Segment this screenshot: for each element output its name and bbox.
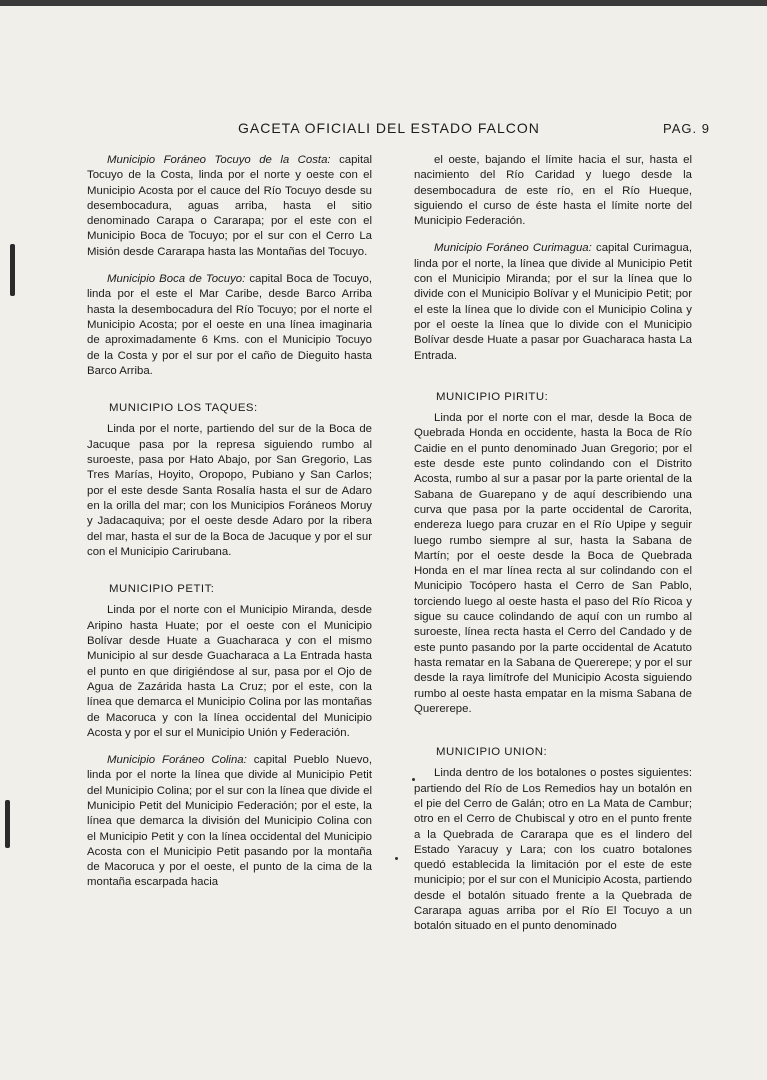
text-curimagua: capital Curimagua, linda por el norte, la línea que divide al Municipio Petit con el Municipio Miranda; por el sur la línea que lo divide con el Municipio Bolívar y el Municipio Petit; por el este la línea que lo divide con el Municipio Colina y por el oeste la línea que lo divide con el Municipio Bolívar desde Huate a pasar por Guacharaca hasta La Entrada. [414,242,693,362]
term-curimagua: Municipio Foráneo Curimagua: [434,242,592,255]
paragraph-curimagua [414,241,692,363]
paragraph-los-taques: Linda por el norte, partiendo del sur de la Boca de Jacuque pasa por la represa siguiendo rumbo al suroeste, pasa por Hato Abajo, por San Gregorio, Las Tres Marías, Hoyito, Oropopo, Pubiano y San Carlos; por el este desde Santa Rosalía hasta el sur de Adaro en la orilla del mar; con los Municipios Foráneos Moruy y Jadacaquiva; por el oeste desde Adaro por la ribera del mar, hasta el sur de la Boca de Jacuque y por el sur con el Municipio Carirubana. [87,423,372,558]
paragraph-tocuyo-de-la-costa [87,153,372,260]
gazette-header-title: GACETA OFICIALI DEL ESTADO FALCON [238,120,540,136]
paragraph-piritu: Linda por el norte con el mar, desde la Boca de Quebrada Honda en occidente, hasta la Boca de Río Caidie en el punto denominado Juan Gregorio; por el este desde este punto colindando con el Distrito Acosta, rumbo al sur a pasar por la parte oriental de la Sabana de Guarepano y de aquí describiendo una curva que pasa por la parte occidental de Carorita, endereza luego para cruzar en el Río Upipe y seguir luego rumbo siempre al sur, hasta la Sabana de Martín; por el oeste desde la Boca de Quebrada Honda en el mar línea recta al sur colindando con el Municipio Tocópero hasta el Cerro de San Pablo, torciendo luego al oeste hasta el paso del Río Ricoa y sigue su cauce colindando de aquí con un rumbo al suroeste, línea recta hasta el Cerro del Candado y de este punto pasando por la parte occidental de Acatuto hasta rematar en la Sabana de Quererepe; y por el sur desde la raya limítrofe del Municipio Acosta siguiendo rumbo al oeste hasta empatar en la misma Sabana de Quererepe. [414,412,692,715]
binder-hole-mark [10,244,15,296]
term-boca-de-tocuyo: Municipio Boca de Tocuyo: [107,273,246,286]
paragraph-boca-de-tocuyo [87,272,372,379]
left-column [87,153,372,891]
top-edge-band [0,0,767,6]
heading-piritu: MUNICIPIO PIRITU: [436,390,549,403]
text-boca-de-tocuyo: capital Boca de Tocuyo, linda por el este el Mar Caribe, desde Barco Arriba hasta la desembocadura del Río Tocuyo; por el norte el Municipio Acosta; por el oeste en una línea imaginaria de aproximadamente 6 Kms. con el Municipio Tocuyo de la Costa y por el sur por el caño de Dieguito hasta Barco Arriba. [87,273,372,377]
term-tocuyo-de-la-costa: Municipio Foráneo Tocuyo de la Costa: [107,154,331,166]
heading-petit: MUNICIPIO PETIT: [109,583,215,596]
page-number: PAG. 9 [663,121,710,136]
paragraph-colina-continued: el oeste, bajando el límite hacia el sur, hasta el nacimiento del Río Caridad y luego desde la desembocadura de este río, en el Río Hueque, siguiendo el curso de éste hasta el límite norte del Municipio Federación. [414,154,692,228]
text-tocuyo-de-la-costa: capital Tocuyo de la Costa, linda por el norte y oeste con el Municipio Acosta por el cauce del Río Tocuyo desde su desembocadura, aguas arriba, hasta el sitio denominado Carapa o Cararapa; por el este con el Municipio Boca de Tocuyo; por el sur con el Cerro La Misión desde Cararapa hasta las Montañas del Tocuyo. [87,154,372,258]
binder-hole-mark [5,800,10,848]
text-colina: capital Pueblo Nuevo, linda por el norte la línea que divide al Municipio Petit del Municipio Colina; por el sur con la línea que divide el Municipio Petit del Municipio Federación; por el este, la línea que demarca la división del Municipio Colina con el Municipio Petit y con la línea occidental del Municipio Acosta con el Municipio Petit pasando por la montaña de Macoruca y por el oeste, el punto de la cima de la montaña escarpada hacia [87,754,373,889]
heading-union: MUNICIPIO UNION: [436,746,548,759]
paragraph-colina [87,753,372,891]
paragraph-union: Linda dentro de los botalones o postes siguientes: partiendo del Río de Los Remedios hay un botalón en el pie del Cerro de Galán; otro en La Mata de Cambur; otro en el Cerro de Chubiscal y otro en el punto frente a la Quebrada de Cararapa que es el lindero del Estado Yaracuy y Lara; con los cuatro botalones quedó establecida la limitación por el este de este municipio; por el sur con el Municipio Acosta, partiendo desde el botalón situado frente a la Quebrada de Cararapa aguas arriba por el Río El Tocuyo a un botalón situado en el punto denominado [414,767,692,933]
paragraph-petit: Linda por el norte con el Municipio Miranda, desde Aripino hasta Huate; por el oeste con el Municipio Bolívar desde Huate a Guacharaca y con el mismo Municipio al sur desde Guacharaca a La Entrada hasta el punto en que dirigiéndose al sur, pasa por el Ojo de Agua de Zazárida hasta La Cruz; por el este, con la línea que demarca el Municipio Colina por las montañas de Macoruca y con la línea occidental del Municipio Acosta y por el sur el Municipio Unión y Federación. [87,604,372,739]
term-colina: Municipio Foráneo Colina: [107,754,247,767]
print-speck [412,778,415,781]
right-column [414,153,692,935]
print-speck [395,857,398,860]
heading-los-taques: MUNICIPIO LOS TAQUES: [109,402,258,415]
